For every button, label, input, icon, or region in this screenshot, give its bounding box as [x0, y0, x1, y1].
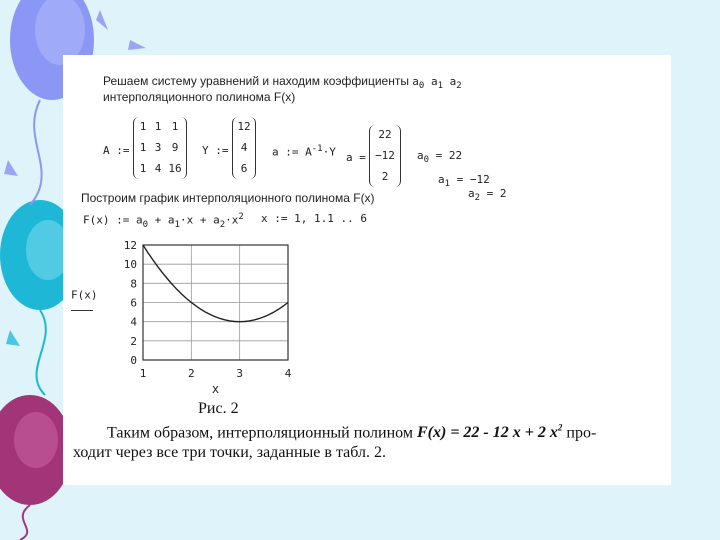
vector-y	[232, 117, 256, 179]
y-tick-label: 2	[130, 334, 137, 348]
matrix-a-cell: 3	[154, 141, 162, 154]
a2-result: $a_2 = 2$	[468, 187, 507, 204]
matrix-a-label: A :=	[103, 144, 130, 157]
x-tick-label: 2	[188, 367, 195, 380]
vector-y-label: Y :=	[202, 144, 229, 157]
heading-line-1	[103, 74, 462, 91]
interpolation-chart	[71, 233, 353, 423]
coefficient-list: $a_0$ $a_1$ $a_2$	[412, 75, 462, 92]
heading-text: Решаем систему уравнений и находим коэффициенты	[103, 74, 409, 88]
vector-y-cell: 12	[237, 120, 251, 133]
y-axis-label: F(x)	[71, 288, 98, 302]
a1-result: $a_1 = -12$	[438, 173, 490, 190]
a-definition: a := $A^{-1}\cdot Y$	[272, 144, 336, 159]
matrix-a-cell: 1	[154, 120, 162, 133]
x-axis-label: x	[211, 382, 220, 396]
x-range-definition: x := 1, 1.1 .. 6	[261, 212, 367, 225]
y-tick-label: 6	[130, 296, 137, 310]
matrix-a	[133, 117, 187, 179]
a-result-label: a =	[346, 151, 366, 164]
balloon-string	[36, 310, 45, 395]
document-sheet	[63, 55, 671, 485]
balloon-shape	[14, 412, 58, 468]
matrix-a-cell: 1	[139, 120, 147, 133]
spark-shape	[4, 160, 18, 176]
a-result-cell: −12	[375, 149, 395, 162]
y-tick-label: 10	[123, 258, 137, 272]
matrix-a-cell: 9	[171, 141, 179, 154]
vector-y-cell: 4	[240, 141, 248, 154]
matrix-a-cell: 1	[139, 162, 147, 175]
figure-caption: Рис. 2	[198, 400, 239, 417]
heading-line-3: Построим график интерполяционного полинома F(x)	[81, 191, 375, 205]
paragraph-line-2: ходит через все три точки, заданные в табл. 2.	[73, 444, 386, 461]
polynomial-formula: F(x) = 22 - 12 x + 2 $x^2$	[416, 423, 563, 442]
x-tick-label: 4	[284, 367, 292, 380]
x-tick-label: 3	[236, 367, 243, 380]
heading-line-2: интерполяционного полинома F(x)	[103, 90, 296, 104]
a-result-cell: 22	[378, 128, 392, 141]
y-tick-label: 4	[130, 315, 137, 329]
y-tick-label: 12	[123, 239, 137, 252]
matrix-a-cell: 4	[154, 162, 162, 175]
vector-y-cell: 6	[240, 162, 248, 175]
spark-shape	[96, 10, 108, 30]
balloon-string	[20, 505, 30, 540]
spark-shape	[128, 40, 146, 50]
a-result-cell: 2	[381, 170, 389, 183]
matrix-a-cell: 1	[171, 120, 179, 133]
x-tick-label: 1	[139, 367, 147, 380]
y-tick-label: 8	[130, 277, 137, 291]
paragraph-line-1: Таким образом, интерполяционный полином F(x) = 22 - 12 x + 2 $x^2$ про-	[107, 423, 597, 442]
a0-result: $a_0 = 22$	[417, 149, 463, 166]
matrix-a-cell: 1	[139, 141, 147, 154]
function-definition: F(x) := $a_0 + a_1\cdot x + a_2\cdot x^2$	[83, 212, 244, 230]
y-tick-label: 0	[130, 354, 137, 367]
a-result-vector	[369, 125, 401, 187]
balloon-string	[30, 100, 42, 205]
spark-shape	[6, 330, 20, 346]
matrix-a-cell: 16	[168, 162, 182, 175]
